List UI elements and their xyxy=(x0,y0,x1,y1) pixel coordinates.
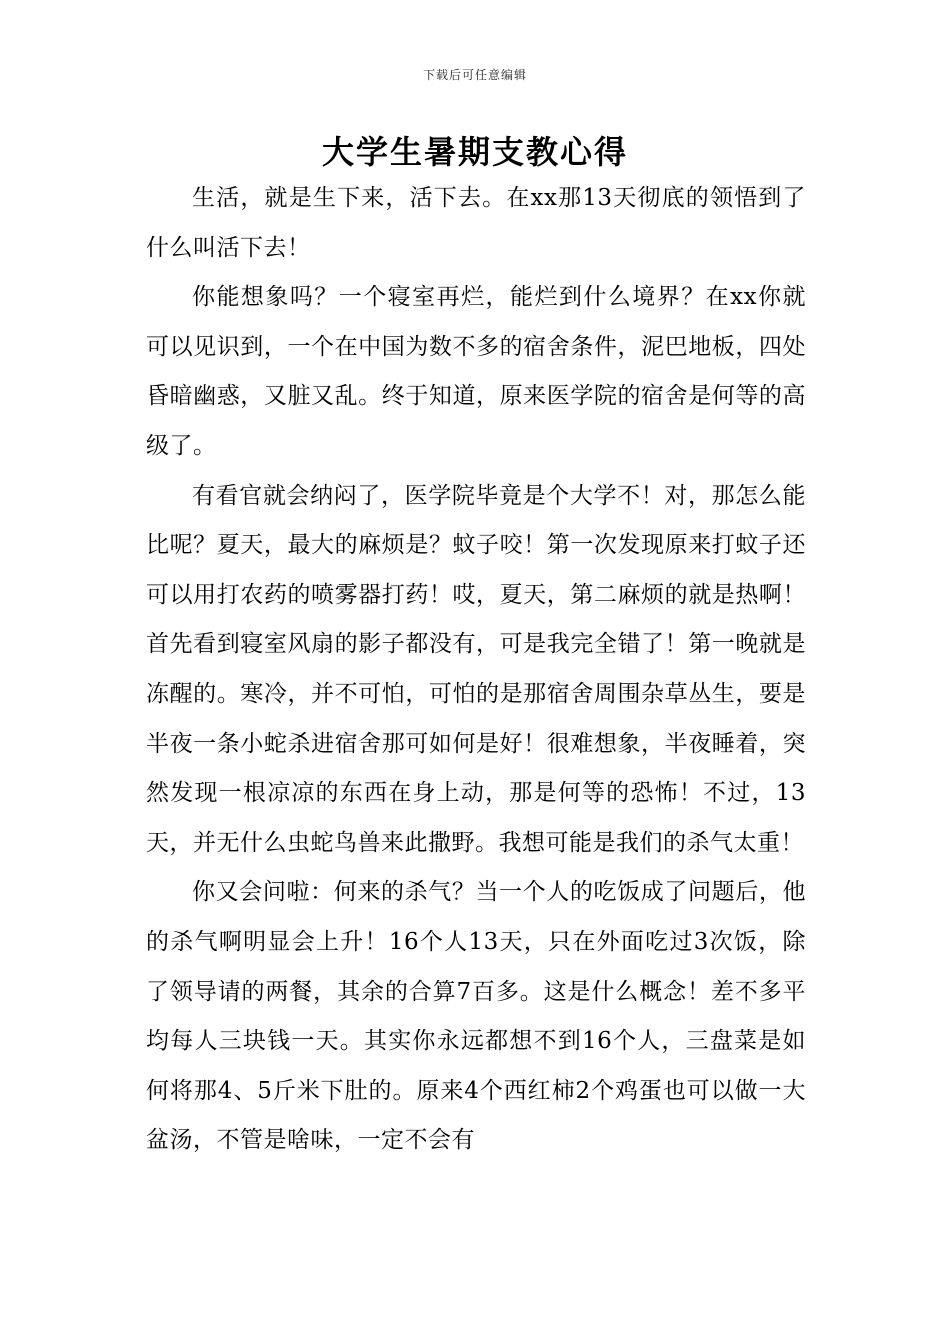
document-body xyxy=(146,174,806,1166)
paragraph: 你能想象吗？一个寝室再烂，能烂到什么境界？在xx你就可以见识到，一个在中国为数不多的宿舍条件，泥巴地板，四处昏暗幽惑，又脏又乱。终于知道，原来医学院的宿舍是何等的高级了。 xyxy=(146,284,806,459)
paragraph: 你又会问啦：何来的杀气？当一个人的吃饭成了问题后，他的杀气啊明显会上升！16个人13天，只在外面吃过3次饭，除了领导请的两餐，其余的合算7百多。这是什么概念！差不多平均每人三块钱一天。其实你永远都想不到16个人，三盘菜是如何将那4、5斤米下肚的。原来4个西红柿2个鸡蛋也可以做一大盆汤，不管是啥味，一定不会有 xyxy=(146,879,806,1154)
header-note: 下载后可任意编辑 xyxy=(422,68,527,82)
document-title: 大学生暑期支教心得 xyxy=(321,133,628,171)
paragraph: 生活，就是生下来，活下去。在xx那13天彻底的领悟到了什么叫活下去！ xyxy=(146,185,806,261)
paragraph: 有看官就会纳闷了，医学院毕竟是个大学不！对，那怎么能比呢？夏天，最大的麻烦是？蚊子咬！第一次发现原来打蚊子还可以用打农药的喷雾器打药！哎，夏天，第二麻烦的就是热啊！首先看到寝室风扇的影子都没有，可是我完全错了！第一晚就是冻醒的。寒冷，并不可怕，可怕的是那宿舍周围杂草丛生，要是半夜一条小蛇杀进宿舍那可如何是好！很难想象，半夜睡着，突然发现一根凉凉的东西在身上动，那是何等的恐怖！不过，13天，并无什么虫蛇鸟兽来此撒野。我想可能是我们的杀气太重！ xyxy=(146,482,806,856)
